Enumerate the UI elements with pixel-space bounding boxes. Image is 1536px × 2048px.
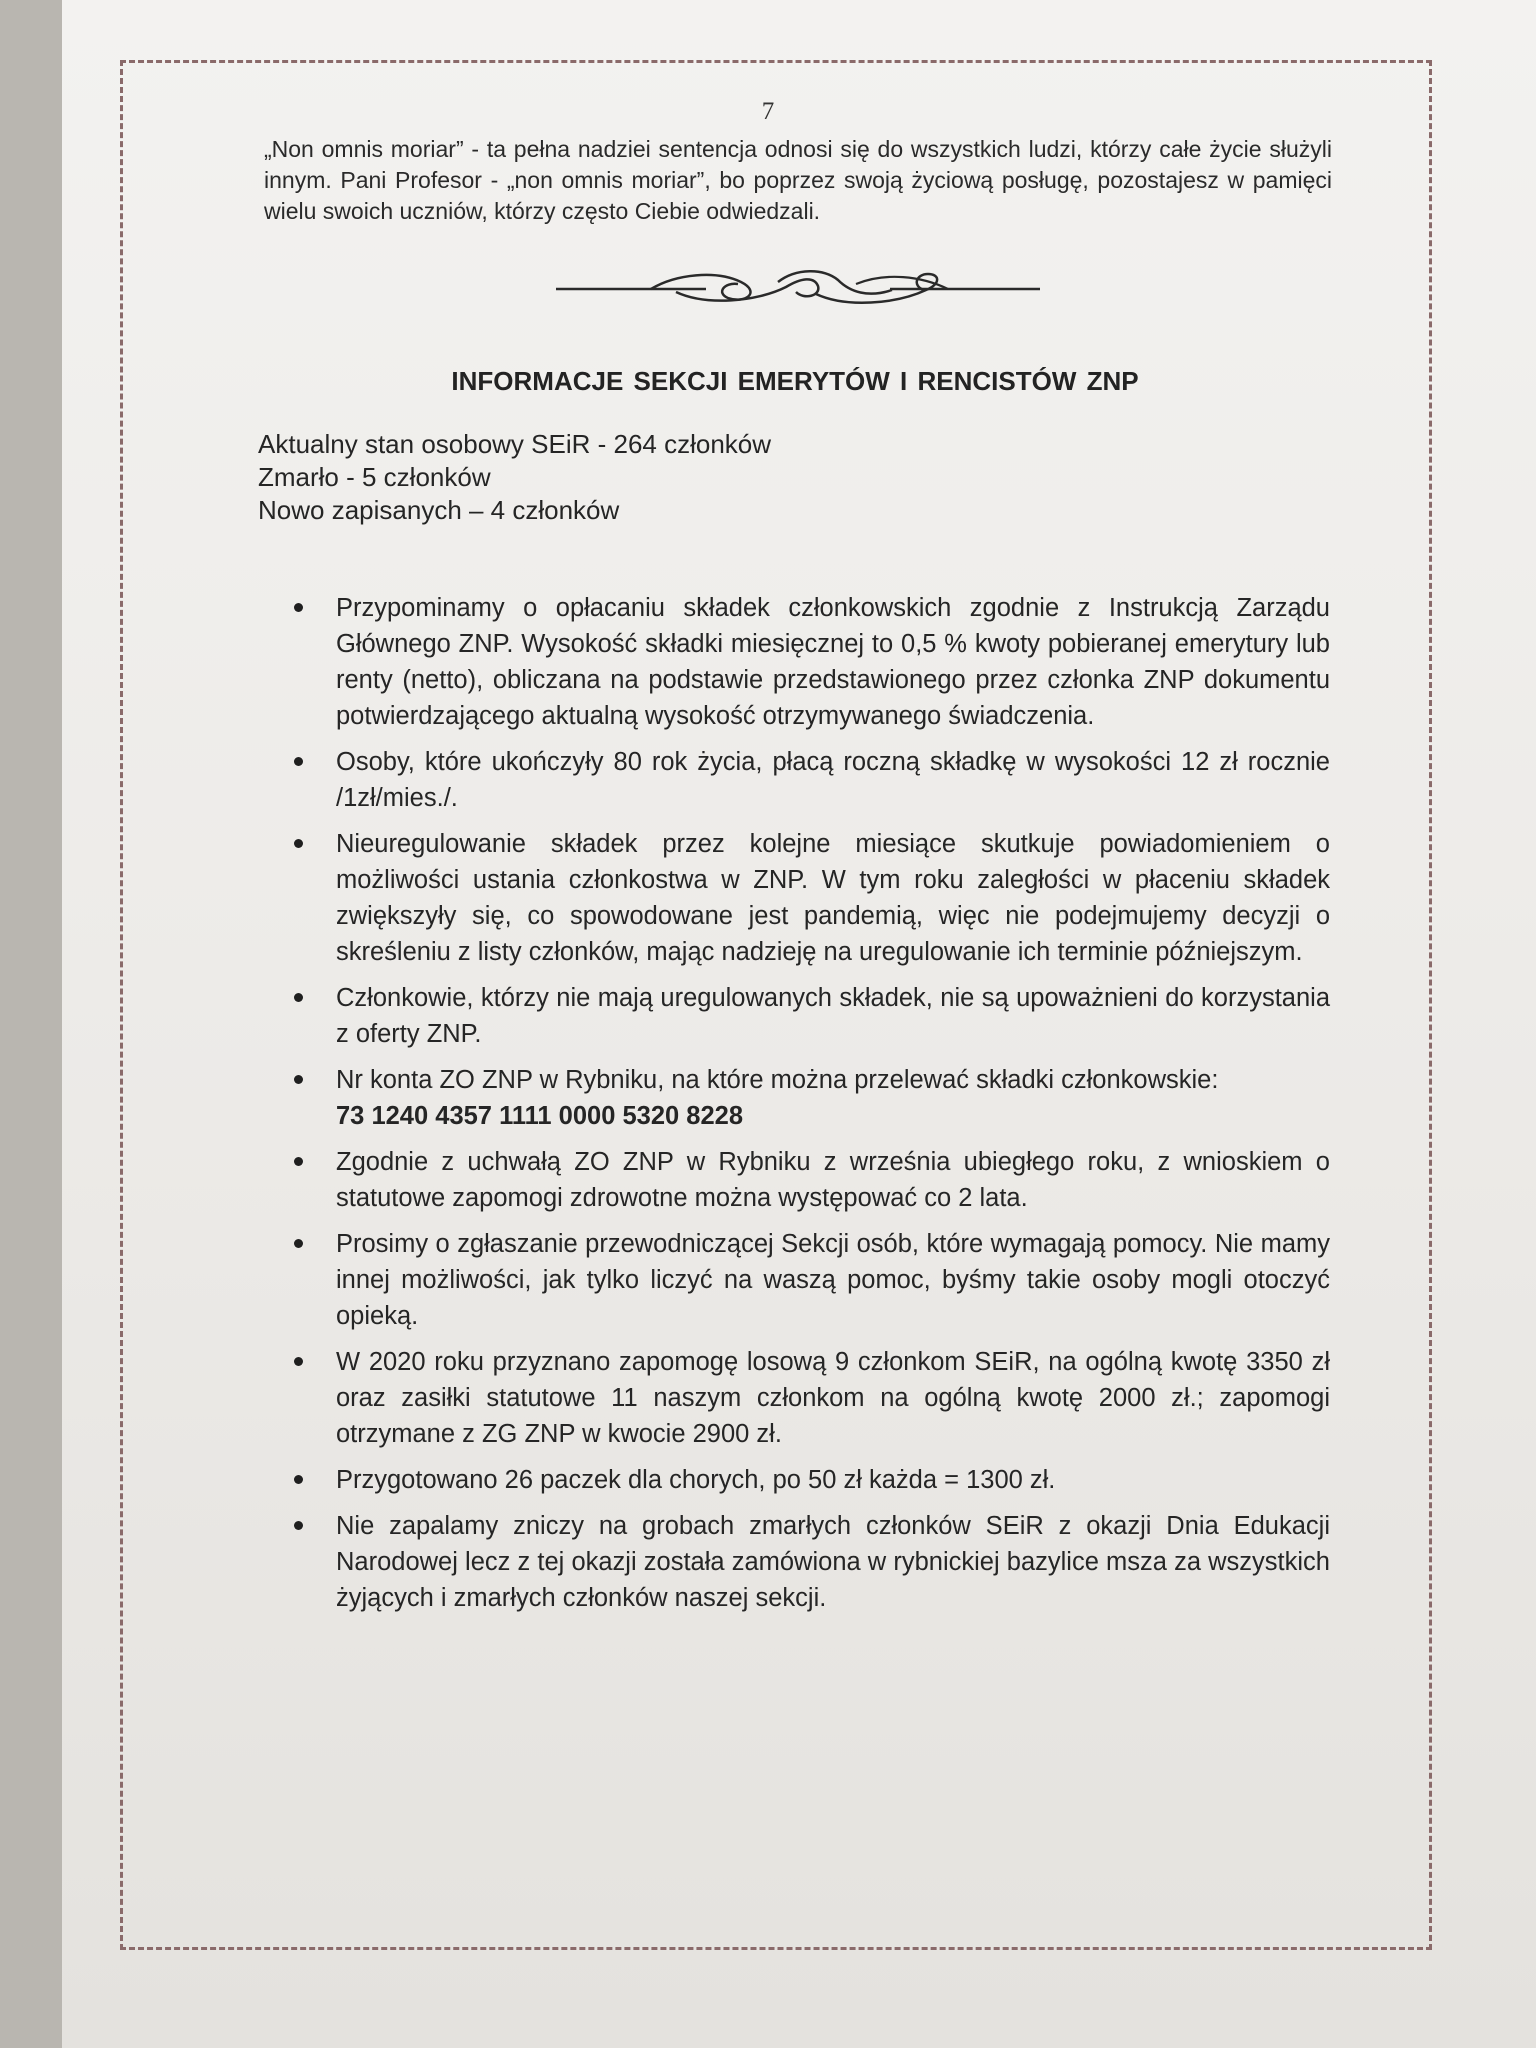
list-item <box>294 980 1330 1052</box>
stat-current-members: Aktualny stan osobowy SEiR - 264 członków <box>258 429 772 459</box>
intro-text: „Non omnis moriar” - ta pełna nadziei sentencja odnosi się do wszystkich ludzi, którzy całe życie służyli innym. Pani Profesor - „non omnis moriar”, bo poprzez swoją życiową posługę, pozostajesz w pamięci wielu swoich uczniów, którzy często Ciebie odwiedzali. <box>264 136 1332 224</box>
list-item <box>294 744 1330 816</box>
list-item-text: Nr konta ZO ZNP w Rybniku, na które można przelewać składki członkowskie: <box>336 1066 1219 1094</box>
bullet-icon <box>294 1475 303 1484</box>
intro-paragraph <box>264 134 1332 227</box>
list-item <box>294 1508 1330 1616</box>
bullet-icon <box>294 839 303 848</box>
bullet-icon <box>294 1357 303 1366</box>
list-item-text: Osoby, które ukończyły 80 rok życia, płacą roczną składkę w wysokości 12 zł rocznie /1zł/mies./. <box>336 748 1330 812</box>
list-item-text: Przygotowano 26 paczek dla chorych, po 50 zł każda = 1300 zł. <box>336 1466 1056 1494</box>
bullet-icon <box>294 993 303 1002</box>
bullet-icon <box>294 757 303 766</box>
list-item <box>294 1144 1330 1216</box>
bullet-icon <box>294 1075 303 1084</box>
list-item <box>294 1062 1330 1134</box>
bullet-icon <box>294 1521 303 1530</box>
bullet-icon <box>294 1157 303 1166</box>
bullet-icon <box>294 603 303 612</box>
stat-new-members: Nowo zapisanych – 4 członków <box>258 495 620 525</box>
flourish-divider-icon <box>556 262 1040 312</box>
list-item <box>294 1344 1330 1452</box>
bullet-icon <box>294 1239 303 1248</box>
list-item-text: W 2020 roku przyznano zapomogę losową 9 członkom SEiR, na ogólną kwotę 3350 zł oraz zasiłki statutowe 11 naszym członkom na ogólną kwotę 2000 zł.; zapomogi otrzymane z ZG ZNP w kwocie 2900 zł. <box>336 1348 1330 1448</box>
list-item-text: Członkowie, którzy nie mają uregulowanych składek, nie są upoważnieni do korzystania z oferty ZNP. <box>336 984 1330 1048</box>
stat-deceased: Zmarło - 5 członków <box>258 462 491 492</box>
list-item <box>294 826 1330 970</box>
list-item-text: Prosimy o zgłaszanie przewodniczącej Sekcji osób, które wymagają pomocy. Nie mamy innej możliwości, jak tylko liczyć na waszą pomoc, byśmy takie osoby mogli otoczyć opieką. <box>336 1230 1330 1330</box>
page-number: 7 <box>761 98 775 125</box>
list-item <box>294 590 1330 734</box>
list-item <box>294 1226 1330 1334</box>
list-item <box>294 1462 1330 1498</box>
info-bullet-list <box>294 590 1330 1626</box>
list-item-text: Nie zapalamy zniczy na grobach zmarłych członków SEiR z okazji Dnia Edukacji Narodowej lecz z tej okazji została zamówiona w rybnickiej bazylice msza za wszystkich żyjących i zmarłych członków naszej sekcji. <box>336 1512 1330 1612</box>
section-heading: INFORMACJE SEKCJI EMERYTÓW I RENCISTÓW ZNP <box>451 366 1139 396</box>
bank-account-number: 73 1240 4357 1111 0000 5320 8228 <box>336 1102 744 1130</box>
membership-stats <box>258 428 771 527</box>
list-item-text: Nieuregulowanie składek przez kolejne miesiące skutkuje powiadomieniem o możliwości ustania członkostwa w ZNP. W tym roku zaległości w płaceniu składek zwiększyły się, co spowodowane jest pandemią, więc nie podejmujemy decyzji o skreśleniu z listy członków, mając nadzieję na uregulowanie ich terminie późniejszym. <box>336 830 1330 966</box>
list-item-text: Zgodnie z uchwałą ZO ZNP w Rybniku z września ubiegłego roku, z wnioskiem o statutowe zapomogi zdrowotne można występować co 2 lata. <box>336 1148 1330 1212</box>
list-item-text: Przypominamy o opłacaniu składek członkowskich zgodnie z Instrukcją Zarządu Głównego ZNP. Wysokość składki miesięcznej to 0,5 % kwoty pobieranej emerytury lub renty (netto), obliczana na podstawie przedstawionego przez członka ZNP dokumentu potwierdzającego aktualną wysokość otrzymywanego świadczenia. <box>336 594 1330 730</box>
